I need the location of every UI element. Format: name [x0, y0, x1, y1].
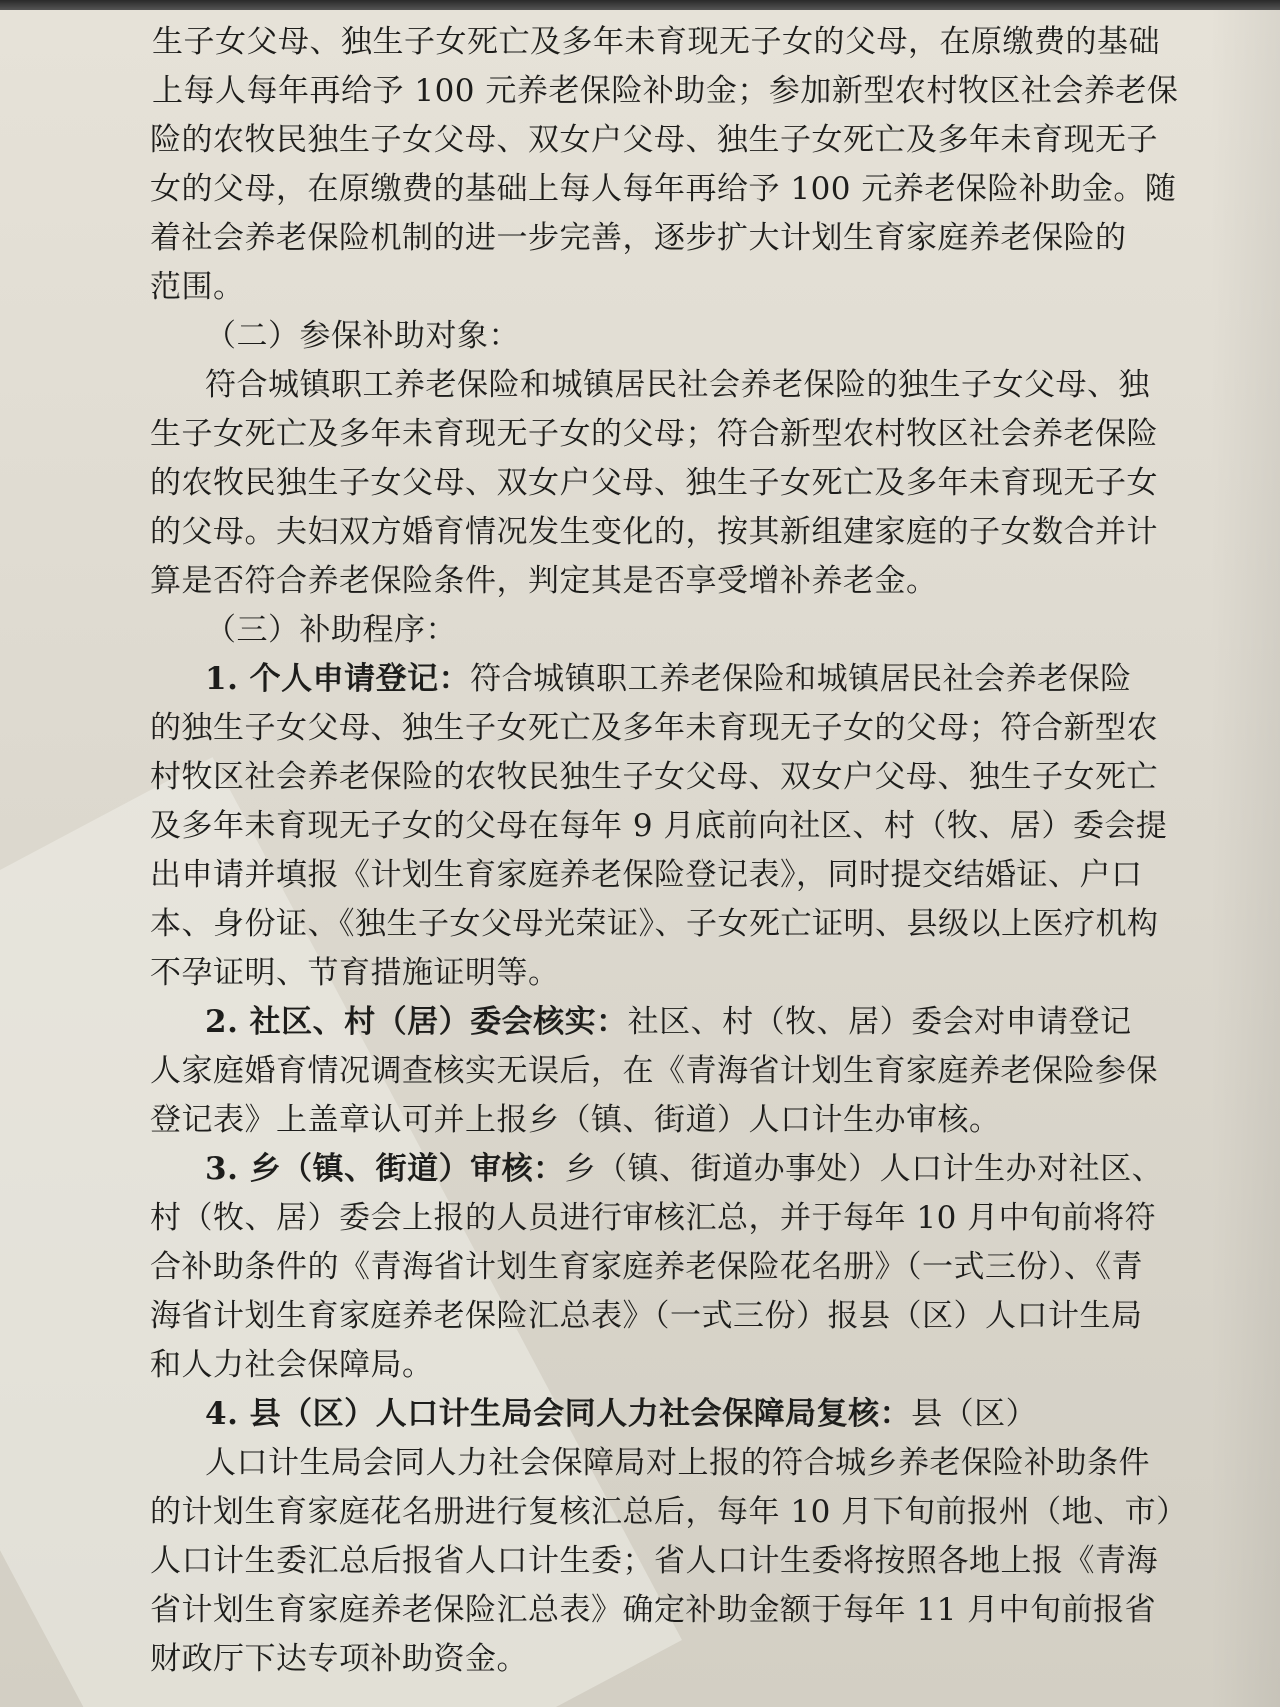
text-line: 生子女父母、独生子女死亡及多年未育现无子女的父母，在原缴费的基础: [152, 24, 1160, 60]
step-heading: 1. 个人申请登记：: [205, 661, 471, 697]
text-line: 合补助条件的《青海省计划生育家庭养老保险花名册》（一式三份）、《青: [150, 1249, 1143, 1285]
step-heading: 2. 社区、村（居）委会核实：: [205, 1004, 628, 1040]
step-heading: 4. 县（区）人口计生局会同人力社会保障局复核：: [205, 1396, 912, 1432]
step-paragraph-line: [205, 1002, 1132, 1042]
text-line: 本、身份证、《独生子女父母光荣证》、子女死亡证明、县级以上医疗机构: [150, 906, 1159, 942]
text-line: 村牧区社会养老保险的农牧民独生子女父母、双女户父母、独生子女死亡: [150, 759, 1158, 795]
text-line: 着社会养老保险机制的进一步完善，逐步扩大计划生育家庭养老保险的: [150, 220, 1127, 256]
text-line: 村（牧、居）委会上报的人员进行审核汇总，并于每年 10 月中旬前将符: [150, 1200, 1157, 1236]
text-line: 生子女死亡及多年未育现无子女的父母；符合新型农村牧区社会养老保险: [150, 416, 1158, 452]
text-line: 登记表》上盖章认可并上报乡（镇、街道）人口计生办审核。: [150, 1102, 1001, 1138]
text-line: 险的农牧民独生子女父母、双女户父母、独生子女死亡及多年未育现无子: [150, 122, 1158, 158]
text-line: 出申请并填报《计划生育家庭养老保险登记表》，同时提交结婚证、户口: [150, 857, 1143, 893]
text-line: 上每人每年再给予 100 元养老保险补助金；参加新型农村牧区社会养老保: [152, 73, 1179, 109]
text-line: 人家庭婚育情况调查核实无误后，在《青海省计划生育家庭养老保险参保: [150, 1053, 1158, 1089]
text-line: 人口计生局会同人力社会保障局对上报的符合城乡养老保险补助条件: [205, 1445, 1150, 1481]
text-line: 省计划生育家庭养老保险汇总表》确定补助金额于每年 11 月中旬前报省: [150, 1592, 1157, 1628]
text-line: 海省计划生育家庭养老保险汇总表》（一式三份）报县（区）人口计生局: [150, 1298, 1143, 1334]
book-page: [0, 10, 1280, 1707]
step-paragraph-line: [205, 1149, 1163, 1189]
step-text: 符合城镇职工养老保险和城镇居民社会养老保险: [470, 661, 1132, 697]
text-line: 算是否符合养老保险条件，判定其是否享受增补养老金。: [150, 563, 938, 599]
step-text: 县（区）: [911, 1396, 1038, 1432]
text-line: 财政厅下达专项补助资金。: [150, 1641, 528, 1677]
step-text: 乡（镇、街道办事处）人口计生办对社区、: [564, 1151, 1164, 1187]
text-line: 的农牧民独生子女父母、双女户父母、独生子女死亡及多年未育现无子女: [150, 465, 1158, 501]
text-line: 人口计生委汇总后报省人口计生委；省人口计生委将按照各地上报《青海: [150, 1543, 1158, 1579]
text-line: 范围。: [150, 269, 245, 305]
step-text: 社区、村（牧、居）委会对申请登记: [627, 1004, 1132, 1040]
section-heading: （三）补助程序：: [205, 612, 457, 648]
step-heading: 3. 乡（镇、街道）审核：: [205, 1151, 565, 1187]
text-line: 的独生子女父母、独生子女死亡及多年未育现无子女的父母；符合新型农: [150, 710, 1158, 746]
step-paragraph-line: [205, 1394, 1037, 1434]
text-line: 不孕证明、节育措施证明等。: [150, 955, 560, 991]
text-line: 和人力社会保障局。: [150, 1347, 434, 1383]
section-heading: （二）参保补助对象：: [205, 318, 520, 354]
text-line: 及多年未育现无子女的父母在每年 9 月底前向社区、村（牧、居）委会提: [150, 808, 1168, 844]
step-paragraph-line: [205, 659, 1132, 699]
text-line: 女的父母，在原缴费的基础上每人每年再给予 100 元养老保险补助金。随: [150, 171, 1177, 207]
text-line: 的父母。夫妇双方婚育情况发生变化的，按其新组建家庭的子女数合并计: [150, 514, 1158, 550]
text-line: 的计划生育家庭花名册进行复核汇总后，每年 10 月下旬前报州（地、市）: [150, 1494, 1188, 1530]
text-line: 符合城镇职工养老保险和城镇居民社会养老保险的独生子女父母、独: [205, 367, 1150, 403]
